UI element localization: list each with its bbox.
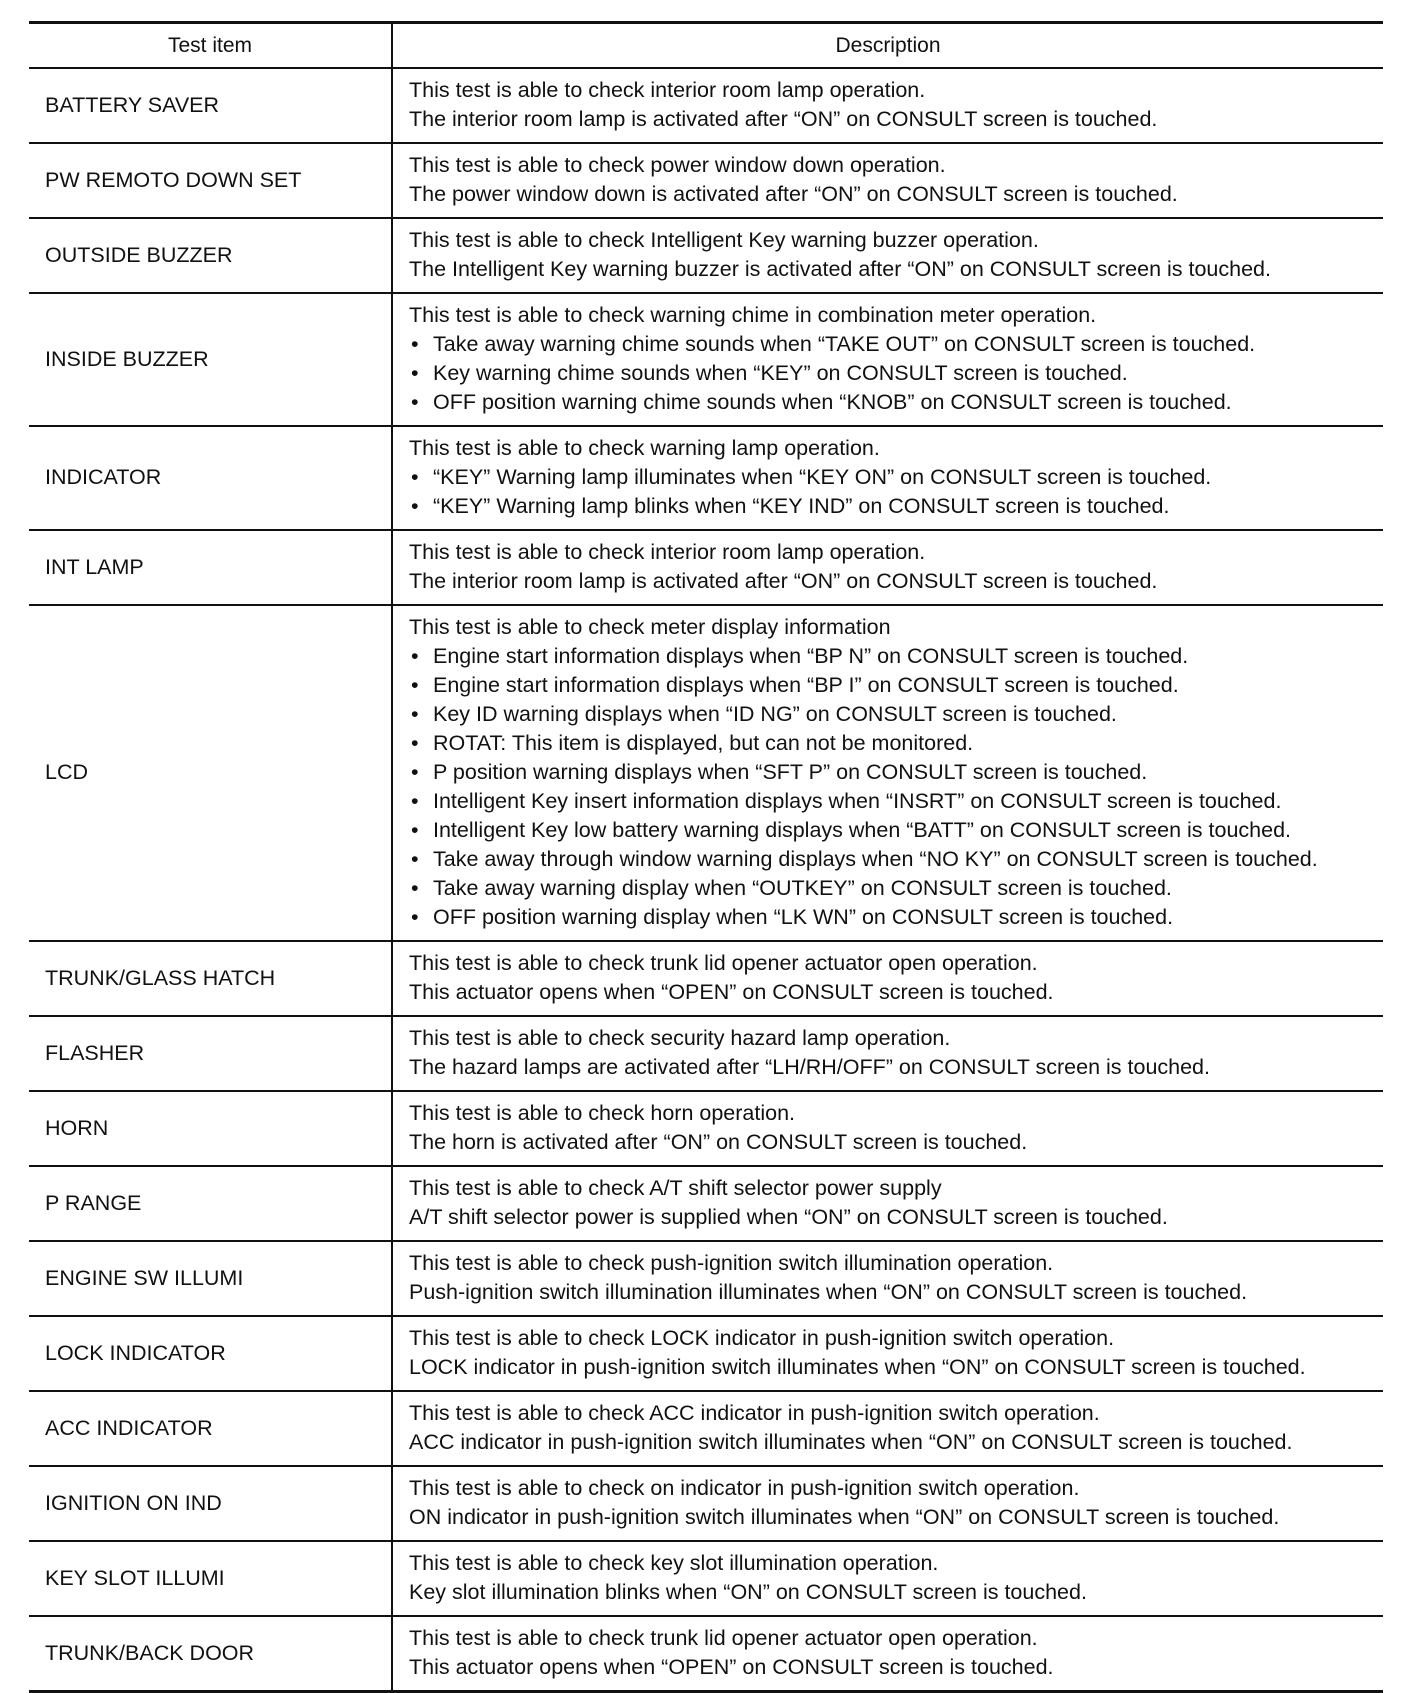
description-bullet: • Intelligent Key insert information displays when “INSRT” on CONSULT screen is touched.	[409, 787, 1377, 816]
description-line: This test is able to check Intelligent Key warning buzzer operation.	[409, 228, 1039, 252]
description-line: The interior room lamp is activated after “ON” on CONSULT screen is touched.	[409, 569, 1158, 593]
description-bullet: • OFF position warning chime sounds when “KNOB” on CONSULT screen is touched.	[409, 388, 1377, 417]
table-row	[29, 426, 1383, 530]
description-line: LOCK indicator in push-ignition switch illuminates when “ON” on CONSULT screen is touched.	[409, 1355, 1306, 1379]
test-item-cell: INT LAMP	[29, 530, 392, 605]
description-line: This test is able to check LOCK indicator in push-ignition switch operation.	[409, 1326, 1115, 1350]
description-cell	[392, 426, 1383, 530]
test-item-cell: KEY SLOT ILLUMI	[29, 1541, 392, 1616]
description-cell	[392, 1466, 1383, 1541]
description-cell	[392, 605, 1383, 941]
description-line: This test is able to check A/T shift selector power supply	[409, 1176, 942, 1200]
description-cell	[392, 1316, 1383, 1391]
table-row	[29, 941, 1383, 1016]
description-bullet: • ROTAT: This item is displayed, but can not be monitored.	[409, 729, 1377, 758]
description-cell	[392, 1166, 1383, 1241]
test-item-cell: ACC INDICATOR	[29, 1391, 392, 1466]
description-cell	[392, 530, 1383, 605]
table-row	[29, 218, 1383, 293]
description-cell	[392, 293, 1383, 426]
table-row	[29, 1616, 1383, 1692]
table-row	[29, 68, 1383, 143]
description-line: This test is able to check key slot illumination operation.	[409, 1551, 939, 1575]
description-bullet: • OFF position warning display when “LK WN” on CONSULT screen is touched.	[409, 903, 1377, 932]
description-line: This test is able to check trunk lid opener actuator open operation.	[409, 951, 1038, 975]
description-line: This test is able to check security hazard lamp operation.	[409, 1026, 951, 1050]
description-line: Key slot illumination blinks when “ON” on CONSULT screen is touched.	[409, 1580, 1087, 1604]
description-line: The power window down is activated after “ON” on CONSULT screen is touched.	[409, 182, 1178, 206]
description-cell	[392, 218, 1383, 293]
test-item-cell: BATTERY SAVER	[29, 68, 392, 143]
test-item-cell: PW REMOTO DOWN SET	[29, 143, 392, 218]
description-cell	[392, 1241, 1383, 1316]
table-row	[29, 1091, 1383, 1166]
description-bullet: • Engine start information displays when “BP I” on CONSULT screen is touched.	[409, 671, 1377, 700]
description-line: This test is able to check meter display information	[409, 615, 891, 639]
table-row	[29, 1466, 1383, 1541]
description-bullet: • Key ID warning displays when “ID NG” on CONSULT screen is touched.	[409, 700, 1377, 729]
description-bullet: • Intelligent Key low battery warning displays when “BATT” on CONSULT screen is touched.	[409, 816, 1377, 845]
test-item-cell: OUTSIDE BUZZER	[29, 218, 392, 293]
table-row	[29, 1541, 1383, 1616]
description-bullet: • “KEY” Warning lamp illuminates when “KEY ON” on CONSULT screen is touched.	[409, 463, 1377, 492]
table-row	[29, 143, 1383, 218]
description-cell	[392, 941, 1383, 1016]
description-line: This test is able to check ACC indicator in push-ignition switch operation.	[409, 1401, 1100, 1425]
description-cell	[392, 1016, 1383, 1091]
description-line: This test is able to check horn operation.	[409, 1101, 796, 1125]
description-line: This test is able to check on indicator in push-ignition switch operation.	[409, 1476, 1080, 1500]
description-cell	[392, 143, 1383, 218]
description-cell	[392, 1091, 1383, 1166]
test-item-cell: P RANGE	[29, 1166, 392, 1241]
table-row	[29, 1241, 1383, 1316]
test-item-cell: TRUNK/BACK DOOR	[29, 1616, 392, 1692]
test-item-cell: FLASHER	[29, 1016, 392, 1091]
table-row	[29, 1016, 1383, 1091]
description-line: This test is able to check interior room lamp operation.	[409, 78, 926, 102]
description-line: This test is able to check trunk lid opener actuator open operation.	[409, 1626, 1038, 1650]
table-row	[29, 1166, 1383, 1241]
header-test-item: Test item	[29, 23, 392, 69]
description-line: The interior room lamp is activated after “ON” on CONSULT screen is touched.	[409, 107, 1158, 131]
description-cell	[392, 68, 1383, 143]
description-line: ON indicator in push-ignition switch illuminates when “ON” on CONSULT screen is touched.	[409, 1505, 1280, 1529]
description-line: This test is able to check power window down operation.	[409, 153, 946, 177]
description-line: A/T shift selector power is supplied when “ON” on CONSULT screen is touched.	[409, 1205, 1168, 1229]
test-item-cell: LCD	[29, 605, 392, 941]
test-item-cell: INSIDE BUZZER	[29, 293, 392, 426]
description-line: The Intelligent Key warning buzzer is activated after “ON” on CONSULT screen is touched.	[409, 257, 1271, 281]
description-cell	[392, 1616, 1383, 1692]
description-line: Push-ignition switch illumination illuminates when “ON” on CONSULT screen is touched.	[409, 1280, 1248, 1304]
description-bullet: • Engine start information displays when “BP N” on CONSULT screen is touched.	[409, 642, 1377, 671]
table-header-row	[29, 23, 1383, 69]
table-row	[29, 530, 1383, 605]
description-bullet: • Take away warning chime sounds when “TAKE OUT” on CONSULT screen is touched.	[409, 330, 1377, 359]
description-line: This test is able to check interior room lamp operation.	[409, 540, 926, 564]
description-bullet: • Take away through window warning displays when “NO KY” on CONSULT screen is touched.	[409, 845, 1377, 874]
description-line: ACC indicator in push-ignition switch illuminates when “ON” on CONSULT screen is touched.	[409, 1430, 1293, 1454]
test-item-cell: IGNITION ON IND	[29, 1466, 392, 1541]
description-line: The horn is activated after “ON” on CONSULT screen is touched.	[409, 1130, 1028, 1154]
description-line: This test is able to check warning lamp operation.	[409, 436, 880, 460]
test-item-cell: LOCK INDICATOR	[29, 1316, 392, 1391]
test-item-cell: INDICATOR	[29, 426, 392, 530]
description-bullet: • Take away warning display when “OUTKEY” on CONSULT screen is touched.	[409, 874, 1377, 903]
table-row	[29, 1316, 1383, 1391]
description-bullet: • P position warning displays when “SFT P” on CONSULT screen is touched.	[409, 758, 1377, 787]
table-row	[29, 293, 1383, 426]
description-bullet: • Key warning chime sounds when “KEY” on CONSULT screen is touched.	[409, 359, 1377, 388]
description-line: This actuator opens when “OPEN” on CONSULT screen is touched.	[409, 980, 1054, 1004]
test-item-cell: HORN	[29, 1091, 392, 1166]
description-bullet: • “KEY” Warning lamp blinks when “KEY IND” on CONSULT screen is touched.	[409, 492, 1377, 521]
description-cell	[392, 1541, 1383, 1616]
description-line: This actuator opens when “OPEN” on CONSULT screen is touched.	[409, 1655, 1054, 1679]
description-line: This test is able to check warning chime in combination meter operation.	[409, 303, 1097, 327]
description-line: The hazard lamps are activated after “LH/RH/OFF” on CONSULT screen is touched.	[409, 1055, 1210, 1079]
table-row	[29, 1391, 1383, 1466]
header-description: Description	[392, 23, 1383, 69]
active-test-table	[29, 21, 1383, 1693]
table-row	[29, 605, 1383, 941]
description-line: This test is able to check push-ignition switch illumination operation.	[409, 1251, 1054, 1275]
test-item-cell: TRUNK/GLASS HATCH	[29, 941, 392, 1016]
test-item-cell: ENGINE SW ILLUMI	[29, 1241, 392, 1316]
description-cell	[392, 1391, 1383, 1466]
